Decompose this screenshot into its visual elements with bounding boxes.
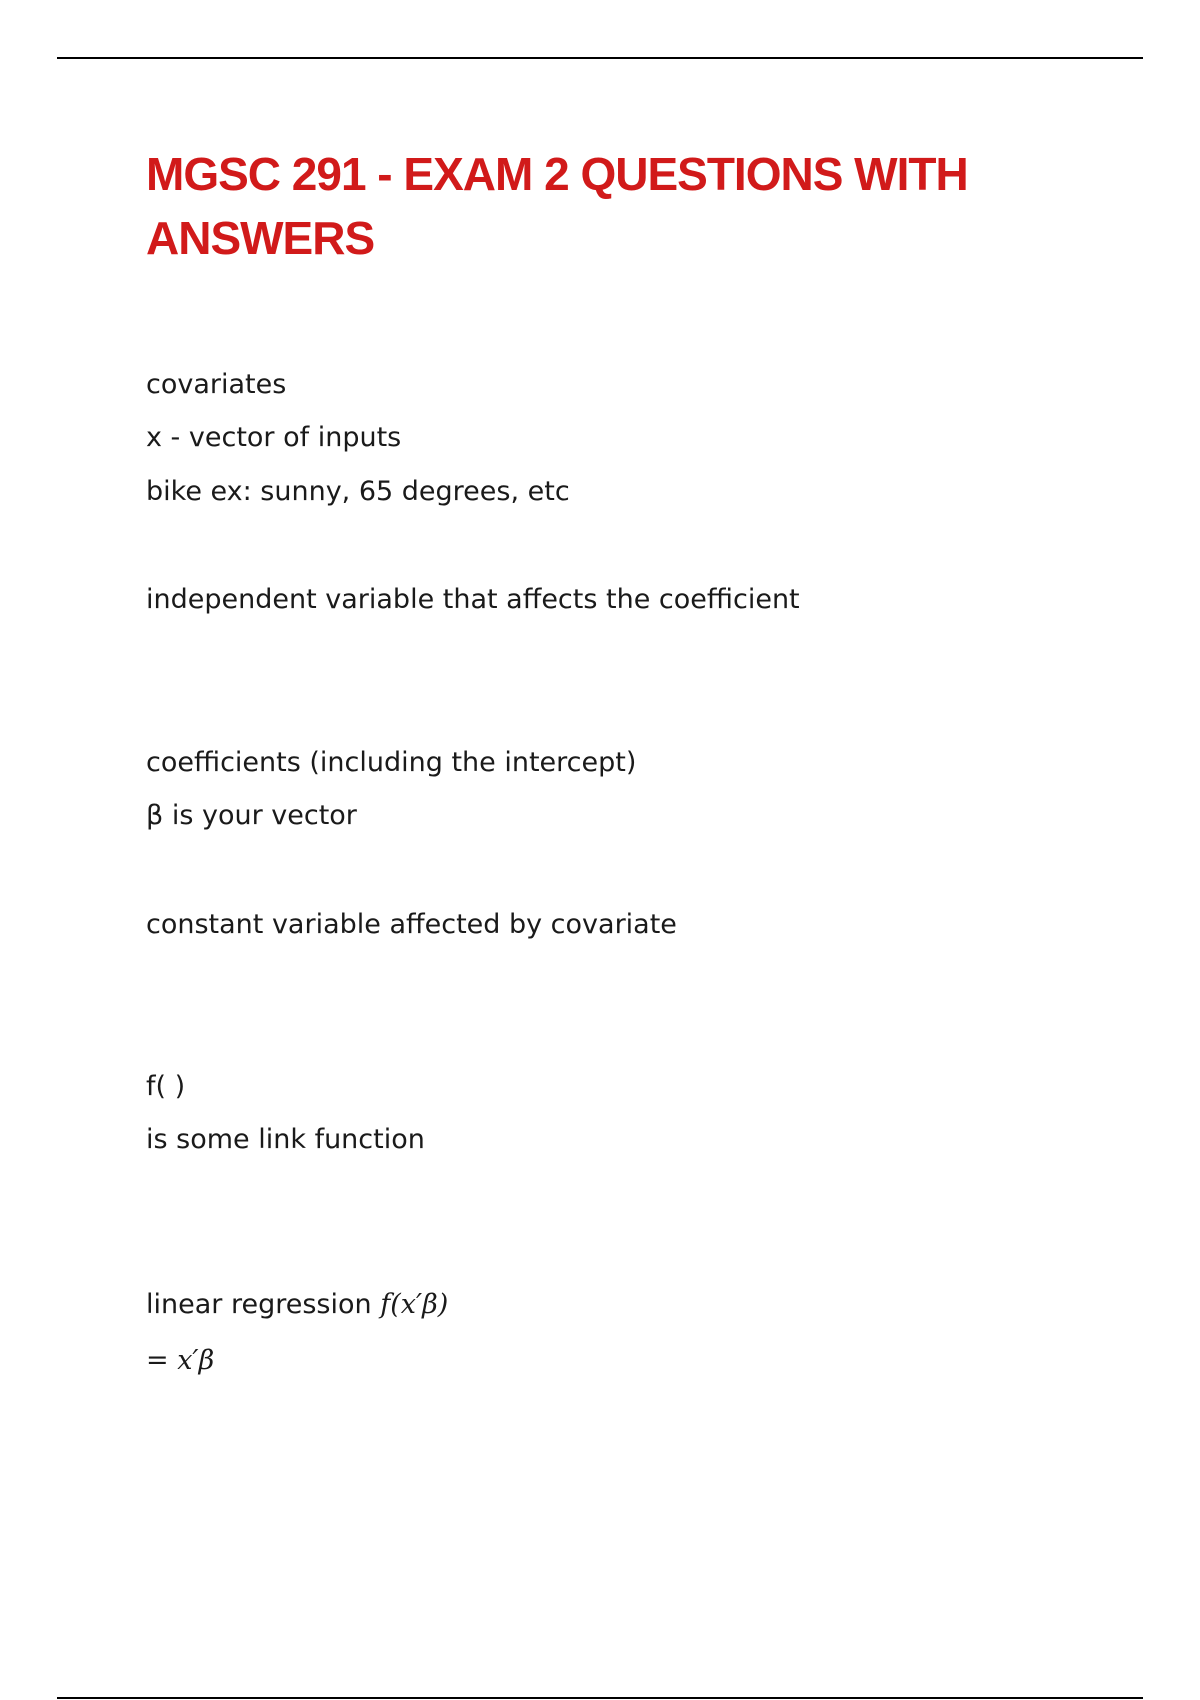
top-rule [57,57,1143,59]
card-4-term-label: linear regression [146,1289,372,1320]
card-2-term: coefficients (including the intercept) [146,747,637,778]
card-2-definition: constant variable affected by covariate [146,909,677,940]
card-1-term: covariates [146,369,287,400]
document-title: MGSC 291 - EXAM 2 QUESTIONS WITH ANSWERS [146,148,968,264]
card-3-term-line-2: is some link function [146,1124,425,1155]
bottom-rule [57,1697,1143,1699]
card-4-formula: f(x′β) [380,1289,449,1320]
card-3-term: f( ) [146,1071,186,1102]
card-1-term-line-2: x - vector of inputs [146,422,402,453]
card-4-formula-result: = x′β [146,1345,215,1376]
card-2-term-line-2: β is your vector [146,800,357,831]
card-4-term [146,1288,448,1322]
card-1-term-line-3: bike ex: sunny, 65 degrees, etc [146,476,570,507]
card-1-definition: independent variable that affects the coefficient [146,584,800,615]
